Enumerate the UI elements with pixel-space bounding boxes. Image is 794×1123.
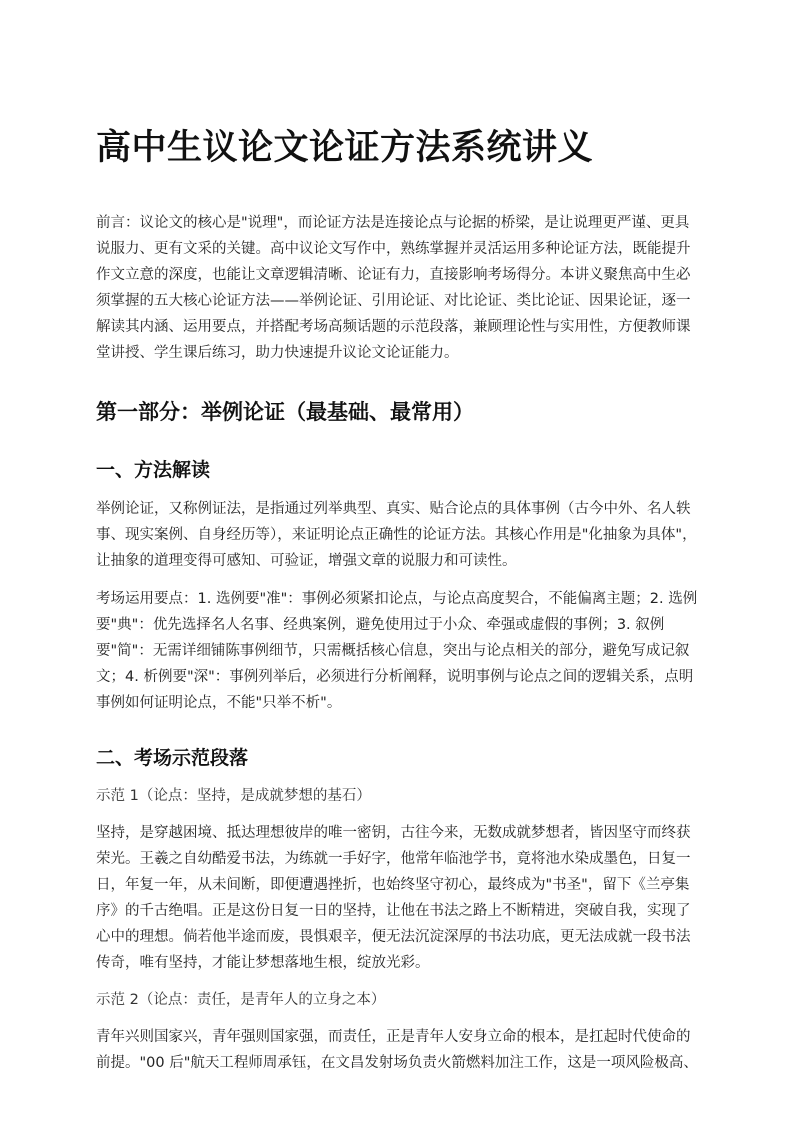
section-examples-heading: 二、考场示范段落 bbox=[96, 747, 249, 769]
preface-paragraph: 前言：议论文的核心是"说理"，而论证方法是连接论点与论据的桥梁，是让说理更严谨、更具说服力、更有文采的关键。高中议论文写作中，熟练掌握并灵活运用多种论证方法，既能提升作文立意的深度，也能让文章逻辑清晰、论证有力，直接影响考场得分。本讲义聚焦高中生必须掌握的五大核心论证方法——举例论证、引用论证、对比论证、类比论证、因果论证，逐一解读其内涵、运用要点，并搭配考场高频话题的示范段落，兼顾理论性与实用性，方便教师课堂讲授、学生课后练习，助力快速提升议论文论证能力。 bbox=[96, 215, 691, 361]
key-points-paragraph: 考场运用要点：1. 选例要"准"：事例必须紧扣论点，与论点高度契合，不能偏离主题；2. 选例要"典"：优先选择名人名事、经典案例，避免使用过于小众、牵强或虚假的事例；3. 叙例要"简"：无需详细铺陈事例细节，只需概括核心信息，突出与论点相关的部分，避免写成记叙文；4. 析例要"深"：事例列举后，必须进行分析阐释，说明事例与论点之间的逻辑关系，点明事例如何证明论点，不能"只举不析"。 bbox=[96, 591, 698, 711]
example-2-label: 示范 2（论点：责任，是青年人的立身之本） bbox=[96, 992, 386, 1008]
example-1-label: 示范 1（论点：坚持，是成就梦想的基石） bbox=[96, 788, 371, 804]
section-method-heading: 一、方法解读 bbox=[96, 459, 211, 481]
part-1-heading: 第一部分：举例论证（最基础、最常用） bbox=[96, 400, 474, 424]
document-title: 高中生议论文论证方法系统讲义 bbox=[96, 128, 594, 168]
example-2-paragraph: 青年兴则国家兴，青年强则国家强，而责任，正是青年人安身立命的根本，是扛起时代使命的前提。"00 后"航天工程师周承钰，在文昌发射场负责火箭燃料加注工作，这是一项风险极高、 bbox=[96, 1029, 698, 1071]
definition-paragraph: 举例论证，又称例证法，是指通过列举典型、真实、贴合论点的具体事例（古今中外、名人轶事、现实案例、自身经历等），来证明论点正确性的论证方法。其核心作用是"化抽象为具体"，让抽象的道理变得可感知、可验证，增强文章的说服力和可读性。 bbox=[96, 501, 697, 569]
example-1-paragraph: 坚持，是穿越困境、抵达理想彼岸的唯一密钥，古往今来，无数成就梦想者，皆因坚守而终获荣光。王羲之自幼酷爱书法，为练就一手好字，他常年临池学书，竟将池水染成墨色，日复一日，年复一年，从未间断，即便遭遇挫折，也始终坚守初心，最终成为"书圣"，留下《兰亭集序》的千古绝唱。正是这份日复一日的坚持，让他在书法之路上不断精进，突破自我，实现了心中的理想。倘若他半途而废，畏惧艰辛，便无法沉淀深厚的书法功底，更无法成就一段书法传奇，唯有坚持，才能让梦想落地生根，绽放光彩。 bbox=[96, 825, 691, 971]
